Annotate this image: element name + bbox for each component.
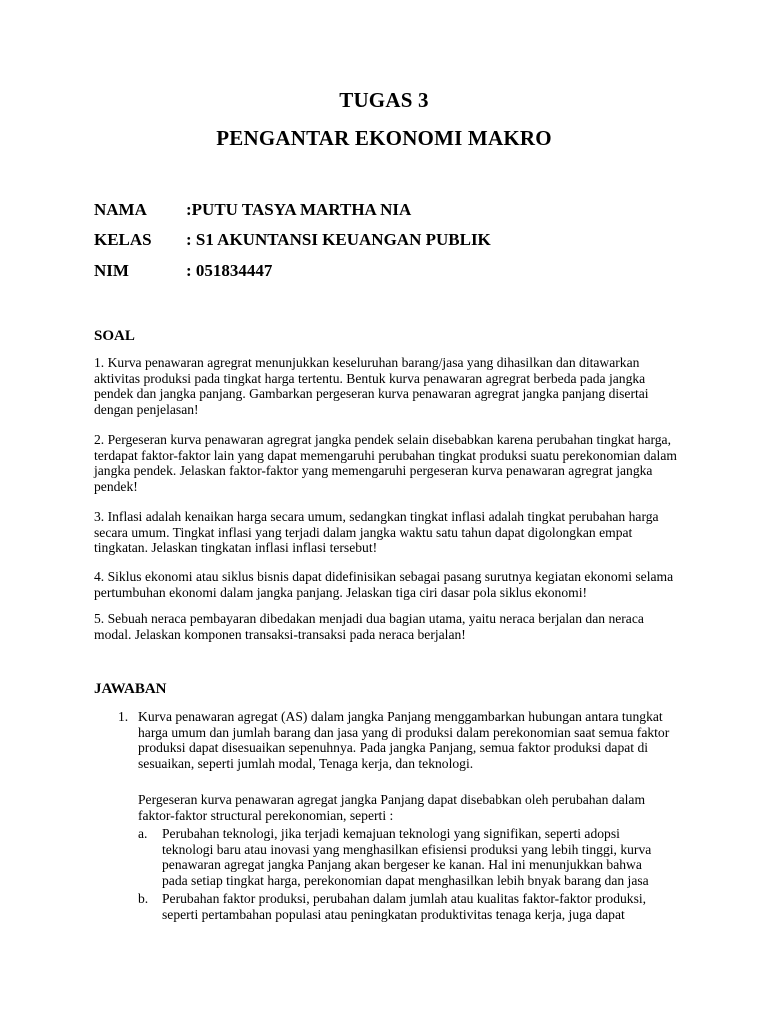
answer-1-text: Kurva penawaran agregat (AS) dalam jangka Panjang menggambarkan hubungan antara tungkat harga umum dan jumlah barang dan jasa yang di produksi dalam perekonomian saat semua faktor produksi dapat disesuaikan sepenuhnya. Pada jangka Panjang, semua faktor produksi dapat di sesuaikan, seperti jumlah modal, Tenaga kerja, dan teknologi. — [138, 709, 670, 771]
question-5: 5. Sebuah neraca pembayaran dibedakan menjadi dua bagian utama, yaitu neraca berjalan dan neraca modal. Jelaskan komponen transaksi-transaksi pada neraca berjalan! — [94, 611, 644, 642]
sub-b-label: b. — [138, 891, 149, 906]
answer-1-number: 1. — [118, 709, 129, 724]
question-3: 3. Inflasi adalah kenaikan harga secara umum, sedangkan tingkat inflasi adalah tingkat perubahan harga secara umum. Tingkat inflasi yang terjadi dalam jangka waktu satu tahun dapat digolongkan empat tingkatan. Jelaskan tingkatan inflasi inflasi tersebut! — [94, 509, 659, 556]
question-4: 4. Siklus ekonomi atau siklus bisnis dapat didefinisikan sebagai pasang surutnya kegiatan ekonomi selama pertumbuhan ekonomi dalam jangka panjang. Jelaskan tiga ciri dasar pola siklus ekonomi! — [94, 569, 674, 600]
question-2: 2. Pergeseran kurva penawaran agregrat jangka pendek selain disebabkan karena perubahan tingkat harga, terdapat faktor-faktor lain yang dapat memengaruhi perubahan tingkat produksi suatu perekonomian dalam jangka pendek. Jelaskan faktor-faktor yang memengaruhi pergeseran kurva penawaran agregrat jangka pendek! — [94, 432, 677, 494]
question-1: 1. Kurva penawaran agregrat menunjukkan keseluruhan barang/jasa yang dihasilkan dan ditawarkan aktivitas produksi pada tingkat harga tertentu. Bentuk kurva penawaran agregrat berbeda pada jangka pendek dan jangka panjang. Gambarkan pergeseran kurva penawaran agregrat jangka panjang disertai dengan penjelasan! — [94, 355, 649, 417]
nim-label: NIM — [94, 261, 129, 280]
nim-value: : 051834447 — [186, 261, 273, 280]
sub-b-text: Perubahan faktor produksi, perubahan dalam jumlah atau kualitas faktor-faktor produksi, seperti pertambahan populasi atau peningkatan produktivitas tenaga kerja, juga dapat — [162, 891, 647, 922]
soal-heading: SOAL — [94, 328, 135, 344]
sub-a-text: Perubahan teknologi, jika terjadi kemajuan teknologi yang signifikan, seperti adopsi teknologi baru atau inovasi yang menghasilkan efisiensi produksi yang lebih tinggi, kurva penawaran agregat jangka Panjang akan bergeser ke kanan. Hal ini menunjukkan bahwa pada setiap tingkat harga, perekonomian dapat menghasilkan lebih bnyak barang dan jasa — [162, 826, 652, 888]
class-label: KELAS — [94, 230, 152, 249]
name-label: NAMA — [94, 200, 147, 219]
document-subtitle: PENGANTAR EKONOMI MAKRO — [216, 126, 552, 150]
sub-a-label: a. — [138, 826, 148, 841]
jawaban-heading: JAWABAN — [94, 681, 167, 697]
document-title: TUGAS 3 — [339, 88, 429, 112]
answer-1-paragraph-2: Pergeseran kurva penawaran agregat jangka Panjang dapat disebabkan oleh perubahan dalam faktor-faktor structural perekonomian, seperti : — [138, 792, 646, 823]
class-value: : S1 AKUNTANSI KEUANGAN PUBLIK — [186, 230, 491, 249]
name-value: :PUTU TASYA MARTHA NIA — [186, 200, 412, 219]
